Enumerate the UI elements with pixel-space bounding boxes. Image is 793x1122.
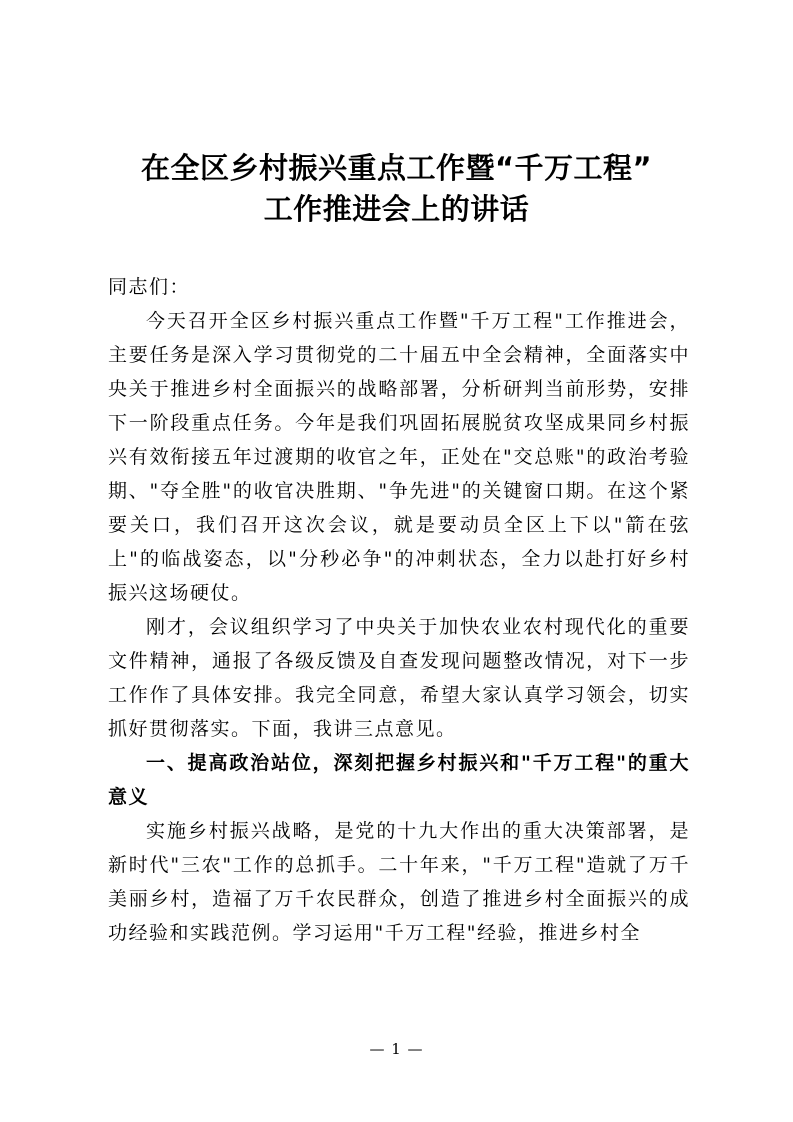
document-body	[108, 270, 690, 950]
salutation: 同志们：	[108, 276, 191, 298]
section-heading-1: 一、提高政治站位，深刻把握乡村振兴和"千万工程"的重大意义	[108, 752, 690, 808]
paragraph-2: 刚才，会议组织学习了中央关于加快农业农村现代化的重要文件精神，通报了各级反馈及自查发现问题整改情况，对下一步工作作了具体安排。我完全同意，希望大家认真学习领会，切实抓好贯彻落实。下面，我讲三点意见。	[108, 616, 690, 740]
document-title	[60, 148, 733, 230]
page-number: — 1 —	[369, 1040, 424, 1058]
paragraph-3: 实施乡村振兴战略，是党的十九大作出的重大决策部署，是新时代"三农"工作的总抓手。二十年来，"千万工程"造就了万千美丽乡村，造福了万千农民群众，创造了推进乡村全面振兴的成功经验和实践范例。学习运用"千万工程"经验，推进乡村全	[108, 820, 690, 944]
paragraph-1: 今天召开全区乡村振兴重点工作暨"千万工程"工作推进会，主要任务是深入学习贯彻党的二十届五中全会精神，全面落实中央关于推进乡村全面振兴的战略部署，分析研判当前形势，安排下一阶段重点任务。今年是我们巩固拓展脱贫攻坚成果同乡村振兴有效衔接五年过渡期的收官之年，正处在"交总账"的政治考验期、"夺全胜"的收官决胜期、"争先进"的关键窗口期。在这个紧要关口，我们召开这次会议，就是要动员全区上下以"箭在弦上"的临战姿态，以"分秒必争"的冲刺状态，全力以赴打好乡村振兴这场硬仗。	[108, 310, 690, 604]
title-line-1: 在全区乡村振兴重点工作暨“千万工程”	[140, 151, 653, 185]
title-line-2: 工作推进会上的讲话	[263, 192, 530, 226]
